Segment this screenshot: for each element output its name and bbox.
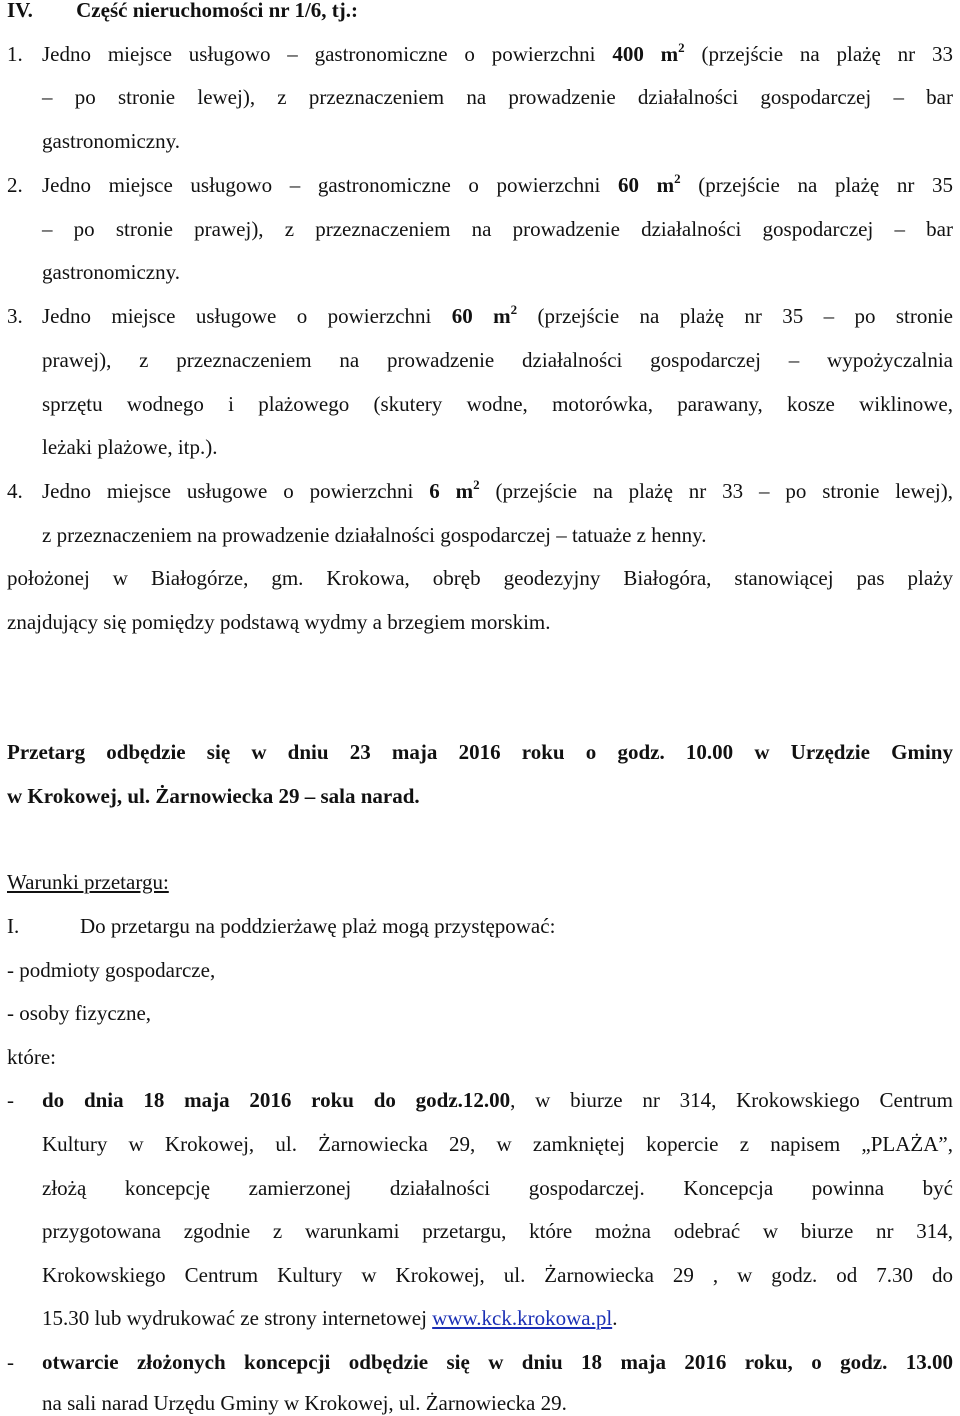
item-line: – po stronie prawej), z przeznaczeniem na prowadzenie działalności gospodarczej – bar [42,217,953,241]
bullet-line: złożą koncepcję zamierzonej działalności gospodarczej. Koncepcja powinna być [42,1176,953,1200]
which-label: które: [7,1045,56,1069]
item-number: 1. [7,42,23,66]
participant-item: - osoby fizyczne, [7,1001,152,1025]
bullet-dash: - [7,1350,14,1374]
bullet-line: 15.30 lub wydrukować ze strony internetowej www.kck.krokowa.pl. [42,1306,618,1330]
item-number: 3. [7,304,23,328]
section-heading-number: IV. [7,0,33,22]
item-line: Jedno miejsce usługowe o powierzchni 60 $m^2$ (przejście na plażę nr 35 – po stronie [42,302,953,328]
website-link[interactable]: www.kck.krokowa.pl [432,1306,613,1330]
item-line: prawej), z przeznaczeniem na prowadzenie działalności gospodarczej – wypożyczalnia [42,348,953,372]
bullet-line: Krokowskiego Centrum Kultury w Krokowej, ul. Żarnowiecka 29 , w godz. od 7.30 do [42,1263,953,1287]
item-number: 4. [7,479,23,503]
location-line: położonej w Białogórze, gm. Krokowa, obręb geodezyjny Białogóra, stanowiącej pas plaży [7,566,953,590]
conditions-section-text: Do przetargu na poddzierżawę plaż mogą przystępować: [80,914,556,938]
auction-line: w Krokowej, ul. Żarnowiecka 29 – sala narad. [7,784,420,808]
item-line: gastronomiczny. [42,129,181,153]
item-line: Jedno miejsce usługowo – gastronomiczne o powierzchni 60 $m^2$ (przejście na plażę nr 35 [42,171,954,197]
conditions-section-number: I. [7,914,20,938]
bullet-dash: - [7,1088,14,1112]
item-line: Jedno miejsce usługowe o powierzchni 6 $m^2$ (przejście na plażę nr 33 – po stronie lewej), [42,477,953,503]
conditions-title: Warunki przetargu: [7,870,169,894]
item-line: Jedno miejsce usługowo – gastronomiczne o powierzchni 400 $m^2$ (przejście na plażę nr 33 [42,40,954,66]
auction-line: Przetarg odbędzie się w dniu 23 maja 2016 roku o godz. 10.00 w Urzędzie Gminy [7,740,953,764]
bullet-line: na sali narad Urzędu Gminy w Krokowej, ul. Żarnowiecka 29. [42,1391,567,1415]
section-heading-title: Część nieruchomości nr 1/6, tj.: [76,0,359,22]
section-heading [7,0,358,21]
item-line: z przeznaczeniem na prowadzenie działalności gospodarczej – tatuaże z henny. [42,523,707,547]
bullet-line: Kultury w Krokowej, ul. Żarnowiecka 29, w zamkniętej kopercie z napisem „PLAŻA”, [42,1132,953,1156]
item-number: 2. [7,173,23,197]
bullet-line: przygotowana zgodnie z warunkami przetargu, które można odebrać w biurze nr 314, [42,1219,953,1243]
item-line: sprzętu wodnego i plażowego (skutery wodne, motorówka, parawany, kosze wiklinowe, [42,392,953,416]
bullet-line: do dnia 18 maja 2016 roku do godz.12.00, w biurze nr 314, Krokowskiego Centrum [42,1088,953,1112]
bullet-line: otwarcie złożonych koncepcji odbędzie się w dniu 18 maja 2016 roku, o godz. 13.00 [42,1350,953,1374]
location-line: znajdujący się pomiędzy podstawą wydmy a brzegiem morskim. [7,610,551,634]
participant-item: - podmioty gospodarcze, [7,958,216,982]
item-line: gastronomiczny. [42,260,181,284]
item-line: leżaki plażowe, itp.). [42,435,218,459]
item-line: – po stronie lewej), z przeznaczeniem na prowadzenie działalności gospodarczej – bar [42,85,953,109]
